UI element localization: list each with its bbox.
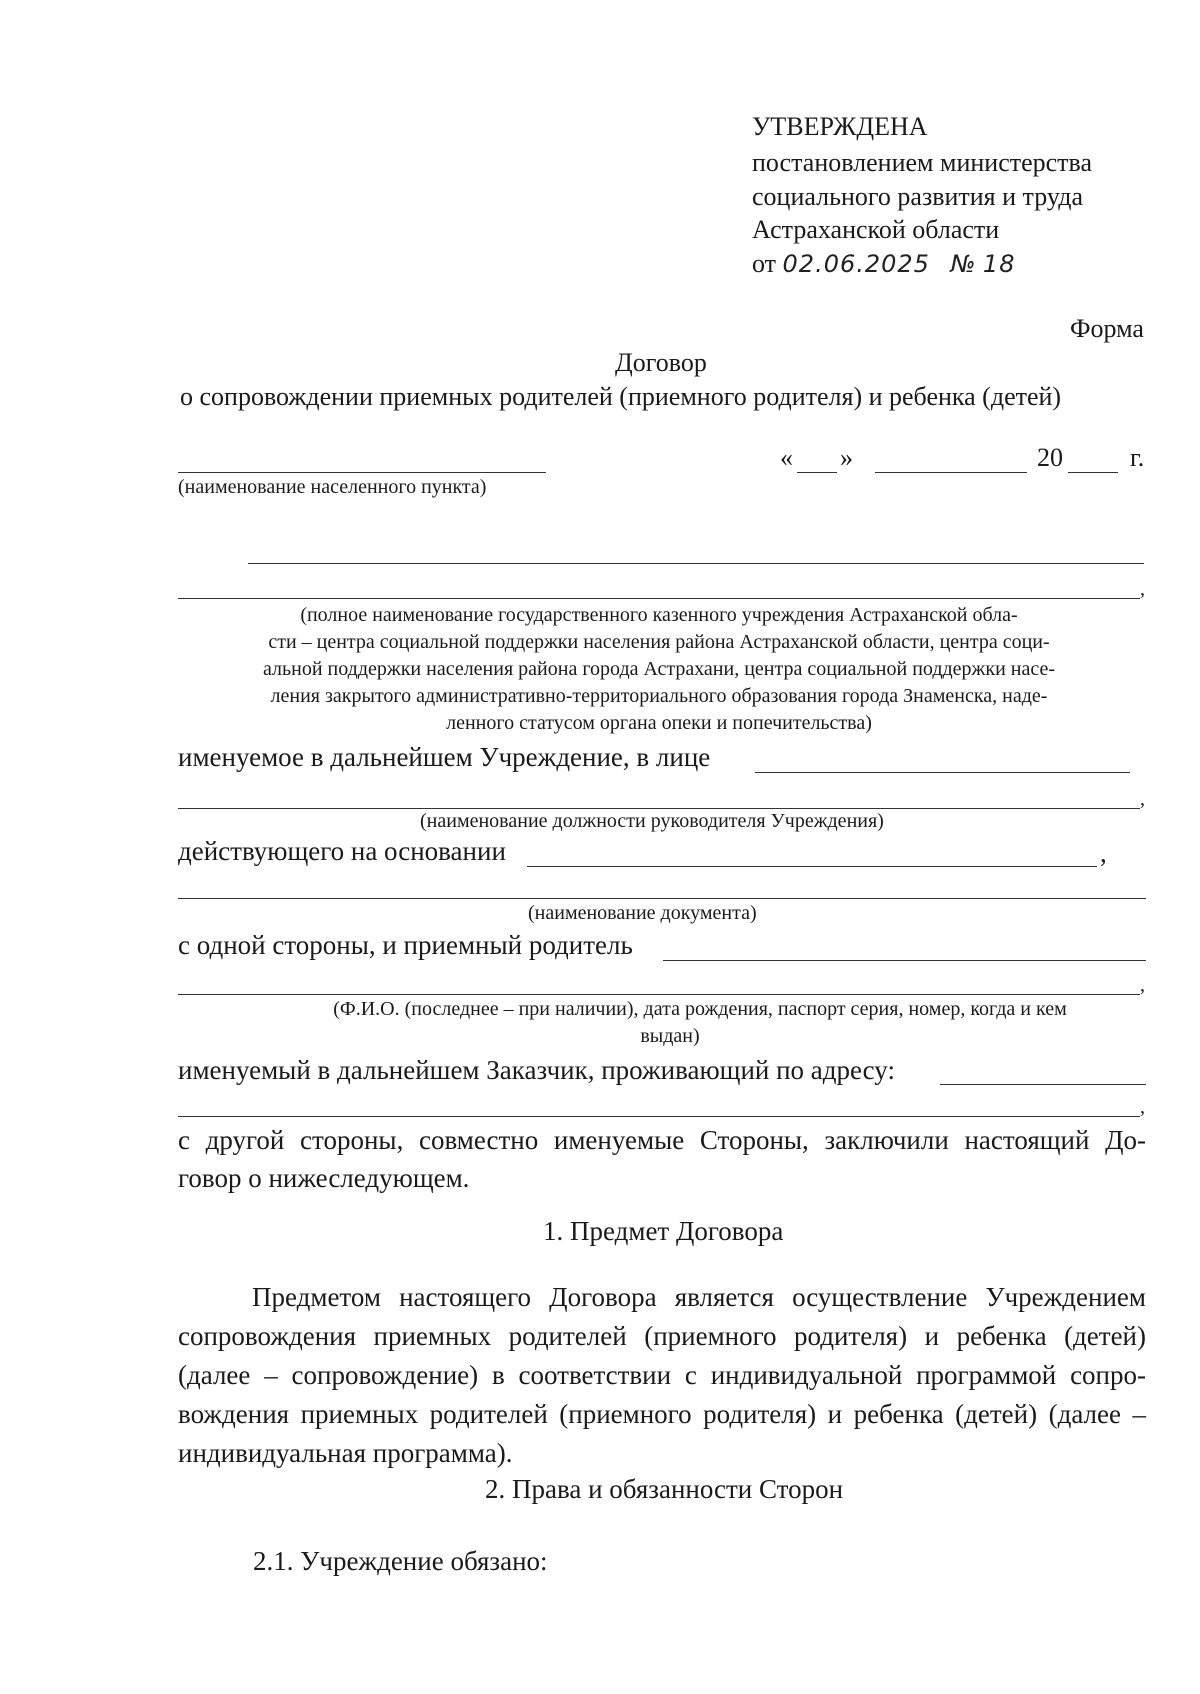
section-1-line: (далее – сопровождение) в соответствии с индивидуальной программой сопро- bbox=[178, 1360, 1146, 1390]
handwritten-number: 18 bbox=[982, 250, 1016, 278]
address-field-line-2 bbox=[178, 1116, 1140, 1117]
document-field-line bbox=[178, 898, 1146, 899]
head-position-field-line bbox=[178, 808, 1140, 809]
approval-title: УТВЕРЖДЕНА bbox=[752, 112, 928, 141]
parent-field-line-1 bbox=[663, 960, 1146, 961]
place-field-line bbox=[178, 472, 546, 473]
day-field-line bbox=[797, 472, 837, 473]
closing-line: говор о нижеследующем. bbox=[178, 1163, 470, 1193]
section-1-line: индивидуальная программа). bbox=[178, 1438, 513, 1468]
parent-caption-line: выдан) bbox=[640, 1025, 700, 1047]
month-field-line bbox=[875, 472, 1027, 473]
number-sign: № bbox=[950, 250, 977, 278]
date-close-quote: » bbox=[840, 443, 853, 472]
institution-caption-line: ленного статусом органа опеки и попечительства) bbox=[446, 712, 872, 734]
parent-caption-line: (Ф.И.О. (последнее – при наличии), дата рождения, паспорт серия, номер, когда и кем bbox=[333, 998, 1067, 1020]
head-caption: (наименование должности руководителя Учреждения) bbox=[420, 810, 884, 832]
comma: , bbox=[1140, 578, 1145, 600]
named-institution-text: именуемое в дальнейшем Учреждение, в лице bbox=[178, 742, 711, 772]
approval-date-line bbox=[752, 249, 1015, 279]
approval-line-3: Астраханской области bbox=[752, 215, 1000, 244]
year-suffix: г. bbox=[1130, 443, 1145, 472]
section-1-paragraph bbox=[178, 1278, 1146, 1473]
closing-paragraph bbox=[178, 1121, 1146, 1197]
comma: , bbox=[1140, 1096, 1145, 1118]
title-line-1: Договор bbox=[615, 348, 707, 377]
section-1-line: Предметом настоящего Договора является осуществление Учреждением bbox=[252, 1282, 1146, 1312]
basis-field-line bbox=[527, 866, 1097, 867]
one-side-text: с одной стороны, и приемный родитель bbox=[178, 930, 633, 960]
institution-field-line-1 bbox=[248, 563, 1144, 564]
institution-caption-line: ления закрытого административно-территориального образования города Знаменска, наде- bbox=[270, 685, 1048, 707]
title-line-2: о сопровождении приемных родителей (приемного родителя) и ребенка (детей) bbox=[180, 382, 1062, 411]
acting-basis-text: действующего на основании bbox=[178, 836, 506, 866]
institution-caption-line: сти – центра социальной поддержки населения района Астраханской области, центра соци- bbox=[268, 631, 1050, 653]
handwritten-date: 02.06.2025 bbox=[782, 250, 930, 278]
institution-field-line-2 bbox=[178, 598, 1140, 599]
item-2-1: 2.1. Учреждение обязано: bbox=[253, 1546, 548, 1576]
comma: , bbox=[1100, 838, 1107, 868]
section-1-line: вождения приемных родителей (приемного родителя) и ребенка (детей) (далее – bbox=[178, 1399, 1146, 1429]
approval-line-1: постановлением министерства bbox=[752, 148, 1093, 177]
form-label: Форма bbox=[1070, 314, 1144, 343]
comma: , bbox=[1140, 974, 1145, 996]
comma: , bbox=[1140, 788, 1145, 810]
date-open-quote: « bbox=[780, 443, 793, 472]
year-prefix: 20 bbox=[1037, 443, 1063, 472]
section-1-line: сопровождения приемных родителей (приемного родителя) и ребенка (детей) bbox=[178, 1321, 1146, 1351]
named-customer-text: именуемый в дальнейшем Заказчик, проживающий по адресу: bbox=[178, 1055, 895, 1085]
approval-line-2: социального развития и труда bbox=[752, 182, 1084, 211]
institution-caption-line: (полное наименование государственного казенного учреждения Астраханской обла- bbox=[300, 604, 1018, 626]
place-caption: (наименование населенного пункта) bbox=[178, 476, 487, 498]
section-2-heading: 2. Права и обязанности Сторон bbox=[485, 1474, 844, 1504]
closing-line: с другой стороны, совместно именуемые Стороны, заключили настоящий До- bbox=[178, 1125, 1146, 1155]
document-caption: (наименование документа) bbox=[528, 902, 757, 924]
parent-field-line-2 bbox=[178, 994, 1140, 995]
institution-caption bbox=[178, 602, 1140, 737]
representative-field-line bbox=[755, 772, 1130, 773]
approval-date-prefix: от bbox=[752, 249, 777, 278]
year-field-line bbox=[1068, 472, 1118, 473]
parent-caption bbox=[250, 996, 1150, 1050]
section-1-heading: 1. Предмет Договора bbox=[543, 1216, 784, 1246]
address-field-line-1 bbox=[940, 1084, 1146, 1085]
institution-caption-line: альной поддержки населения района города Астрахани, центра социальной поддержки насе- bbox=[262, 658, 1056, 680]
